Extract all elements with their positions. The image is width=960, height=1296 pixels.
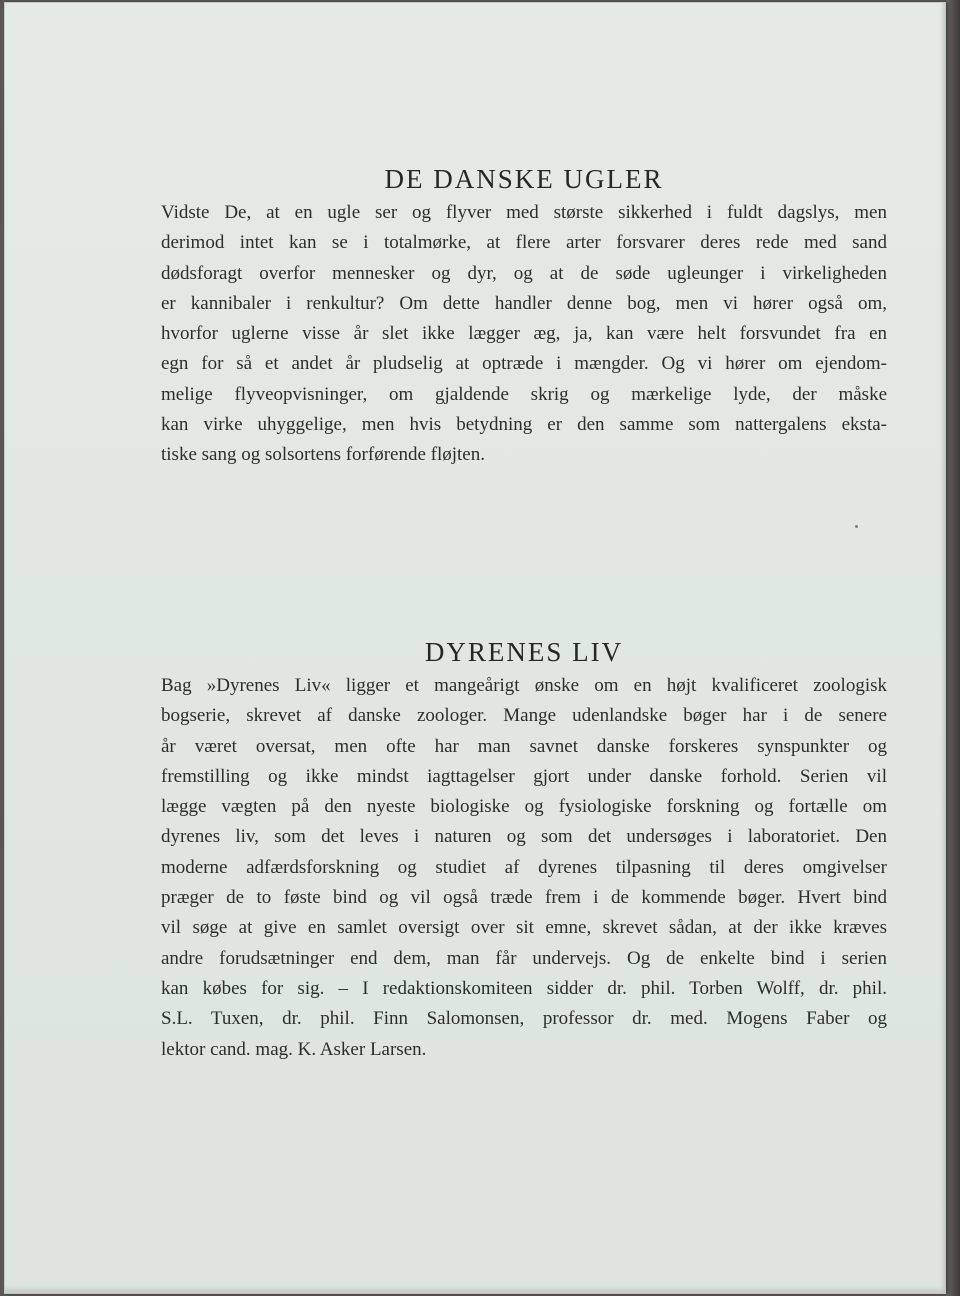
series-line: Bag »Dyrenes Liv« ligger et mangeårigt ønske om en højt kvalificeret zoologisk xyxy=(161,675,887,696)
owls-line: tiske sang og solsortens forførende fløjten. xyxy=(161,444,485,466)
series-line: lægge vægten på den nyeste biologiske og fysiologiske forskning og fortælle om xyxy=(161,796,887,818)
book-back-cover xyxy=(4,2,946,1294)
page-edge-right xyxy=(940,2,946,1294)
series-line: præger de to føste bind og vil også træde frem i de kommende bøger. Hvert bind xyxy=(161,887,887,909)
series-line: S.L. Tuxen, dr. phil. Finn Salomonsen, professor dr. med. Mogens Faber og xyxy=(161,1008,887,1030)
owls-line: derimod intet kan se i totalmørke, at flere arter forsvarer deres rede med sand xyxy=(161,232,887,254)
page-edge-bottom xyxy=(4,1286,946,1294)
series-line: kan købes for sig. – I redaktionskomiteen sidder dr. phil. Torben Wolff, dr. phil. xyxy=(161,977,887,999)
owls-line: dødsforagt overfor mennesker og dyr, og at de søde ugleunger i virkeligheden xyxy=(161,262,887,284)
owls-paragraph xyxy=(161,198,887,471)
background-surface xyxy=(946,0,960,1296)
owls-line: er kannibaler i renkultur? Om dette handler denne bog, men vi hører også om, xyxy=(161,292,887,314)
series-paragraph xyxy=(161,671,887,1065)
owls-line: melige flyveopvisninger, om gjaldende skrig og mærkelige lyde, der måske xyxy=(161,383,887,405)
paper-speck xyxy=(855,525,858,528)
owls-section xyxy=(161,162,887,471)
owls-line: egn for så et andet år pludselig at optræde i mængder. Og vi hører om ejendom- xyxy=(161,353,887,375)
series-heading: DYRENES LIV xyxy=(424,637,624,667)
series-line: lektor cand. mag. K. Asker Larsen. xyxy=(161,1038,427,1060)
series-line: år været oversat, men ofte har man savnet danske forskeres synspunkter og xyxy=(161,735,887,757)
series-line: vil søge at give en samlet oversigt over sit emne, skrevet sådan, at der ikke kræves xyxy=(161,917,887,939)
series-line: bogserie, skrevet af danske zoologer. Mange udenlandske bøger har i de senere xyxy=(161,705,887,727)
series-line: dyrenes liv, som det leves i naturen og som det undersøges i laboratoriet. Den xyxy=(161,826,887,848)
series-line: moderne adfærdsforskning og studiet af dyrenes tilpasning til deres omgivelser xyxy=(161,856,887,878)
series-line: fremstilling og ikke mindst iagttagelser gjort under danske forhold. Serien vil xyxy=(161,765,887,787)
series-section xyxy=(161,635,887,1065)
owls-heading: DE DANSKE UGLER xyxy=(384,164,664,194)
series-line: andre forudsætninger end dem, man får undervejs. Og de enkelte bind i serien xyxy=(161,947,887,969)
owls-line: Vidste De, at en ugle ser og flyver med største sikkerhed i fuldt dagslys, men xyxy=(161,202,887,223)
owls-line: hvorfor uglerne visse år slet ikke lægger æg, ja, kan være helt forsvundet fra en xyxy=(161,323,887,345)
owls-line: kan virke uhyggelige, men hvis betydning er den samme som nattergalens eksta- xyxy=(161,414,887,436)
